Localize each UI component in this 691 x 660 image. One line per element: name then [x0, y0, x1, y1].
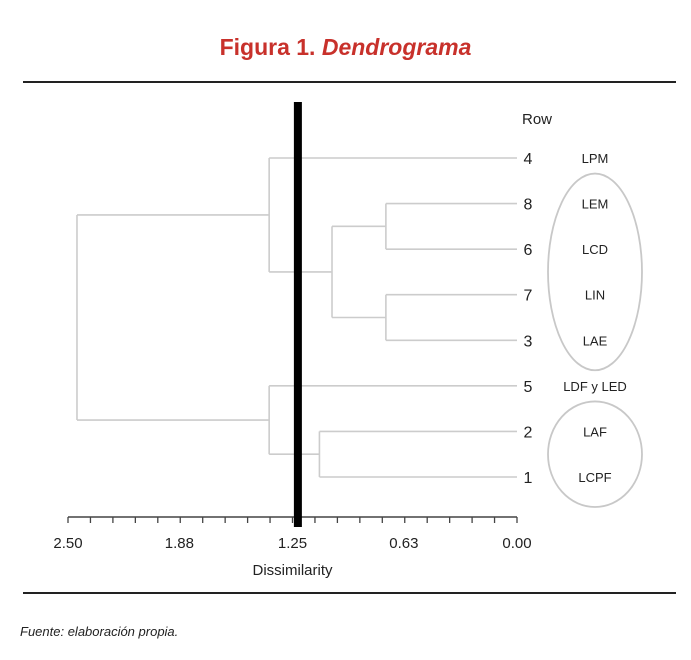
leaf-row-number: 2 — [523, 424, 533, 442]
x-tick-label: 2.50 — [53, 535, 83, 552]
x-axis-label: Dissimilarity — [252, 562, 333, 579]
group-b-ellipse — [548, 401, 642, 507]
leaf-label: LCD — [581, 242, 609, 258]
x-tick-label: 1.88 — [164, 535, 194, 552]
leaf-row-number: 5 — [523, 378, 533, 396]
cutoff-line — [294, 102, 302, 527]
leaf-row-number: 7 — [523, 287, 533, 305]
leaf-label: LDF y LED — [563, 378, 627, 394]
x-tick-label: 0.63 — [389, 535, 419, 552]
figure-name: Dendrograma — [321, 34, 472, 60]
leaf-label: LAE — [582, 333, 608, 349]
leaf-row-numbers — [524, 151, 533, 487]
leaf-row-number: 1 — [523, 469, 533, 487]
leaf-row-number: 8 — [523, 196, 533, 214]
figure-label: Figura 1. — [219, 34, 316, 60]
leaf-row-number: 4 — [523, 151, 533, 168]
row-header: Row — [522, 111, 553, 128]
tick-labels — [53, 535, 531, 552]
leaf-label: LIN — [584, 287, 606, 303]
leaf-labels — [563, 151, 627, 485]
leaf-row-number: 6 — [523, 242, 533, 260]
leaf-label: LCPF — [578, 469, 612, 485]
leaf-label: LAF — [583, 424, 607, 440]
leaf-row-number: 3 — [523, 333, 533, 351]
leaf-label: LEM — [581, 196, 609, 212]
source-note: Fuente: elaboración propia. — [20, 624, 179, 639]
x-axis — [68, 517, 517, 523]
x-tick-label: 0.00 — [502, 535, 532, 552]
x-tick-label: 1.25 — [277, 535, 308, 552]
leaf-label: LPM — [581, 151, 609, 166]
